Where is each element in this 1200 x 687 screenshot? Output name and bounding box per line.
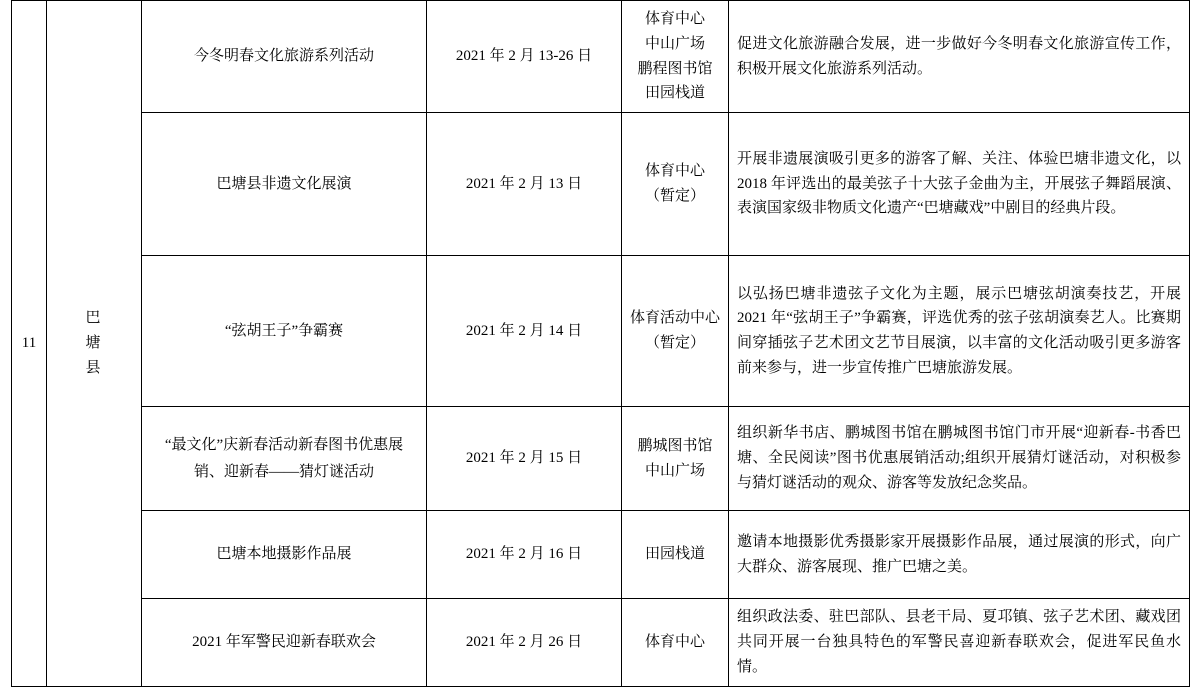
- table-row: [12, 256, 1190, 407]
- activity-name-line: “最文化”庆新春活动新春图书优惠展: [164, 437, 404, 454]
- activity-name-line: 巴塘县非遗文化展演: [216, 175, 352, 192]
- activity-place-cell: [622, 256, 729, 407]
- county-line: 巴: [85, 310, 103, 327]
- table-row: [12, 599, 1190, 687]
- county-name-cell: [47, 1, 142, 687]
- activity-schedule-table: [11, 0, 1190, 687]
- place-line: 中山广场: [644, 462, 705, 479]
- table-row: [12, 113, 1190, 256]
- activity-date-cell: 2021 年 2 月 13 日: [427, 113, 622, 256]
- activity-name-cell: [142, 256, 427, 407]
- place-line: 田园栈道: [644, 85, 705, 102]
- county-line: 塘: [85, 335, 103, 352]
- place-line: 田园栈道: [644, 546, 705, 563]
- table-row: [12, 407, 1190, 511]
- activity-name-line: 今冬明春文化旅游系列活动: [193, 48, 374, 65]
- place-line: 鹏程图书馆: [637, 60, 713, 77]
- activity-place-cell: [622, 599, 729, 687]
- place-line: 体育中心: [644, 163, 705, 180]
- place-line: 体育活动中心: [630, 310, 721, 327]
- activity-description-cell: 邀请本地摄影优秀摄影家开展摄影作品展，通过展演的形式，向广大群众、游客展现、推广巴塘之美。: [729, 511, 1190, 599]
- activity-date-cell: 2021 年 2 月 26 日: [427, 599, 622, 687]
- table-row: [12, 1, 1190, 113]
- activity-name-line: 销、迎新春——猜灯谜活动: [193, 463, 374, 480]
- activity-name-cell: [142, 407, 427, 511]
- place-line: 体育中心: [644, 11, 705, 27]
- activity-date-cell: 2021 年 2 月 14 日: [427, 256, 622, 407]
- activity-description-cell: 以弘扬巴塘非遗弦子文化为主题，展示巴塘弦胡演奏技艺，开展 2021 年“弦胡王子”争霸赛，评选优秀的弦子弦胡演奏艺人。比赛期间穿插弦子艺术团文艺节目展演，以丰富的文化活动吸引更多游客前来参与，进一步宣传推广巴塘旅游发展。: [729, 256, 1190, 407]
- activity-description-cell: 组织政法委、驻巴部队、县老干局、夏邛镇、弦子艺术团、藏戏团共同开展一台独具特色的军警民喜迎新春联欢会，促进军民鱼水情。: [729, 599, 1190, 687]
- activity-place-cell: [622, 1, 729, 113]
- activity-description-cell: 开展非遗展演吸引更多的游客了解、关注、体验巴塘非遗文化，以 2018 年评选出的最美弦子十大弦子金曲为主，开展弦子舞蹈展演、表演国家级非物质文化遗产“巴塘藏戏”中剧目的经典片段。: [729, 113, 1190, 256]
- county-line: 县: [85, 359, 103, 376]
- activity-name-line: 巴塘本地摄影作品展: [216, 546, 352, 563]
- place-line: （暂定）: [644, 335, 705, 351]
- place-line: 体育中心: [644, 634, 705, 651]
- activity-description-cell: 促进文化旅游融合发展，进一步做好今冬明春文化旅游宣传工作，积极开展文化旅游系列活动。: [729, 1, 1190, 113]
- activity-name-line: “弦胡王子”争霸赛: [224, 322, 344, 339]
- place-line: 中山广场: [644, 35, 705, 52]
- activity-place-cell: [622, 511, 729, 599]
- activity-date-cell: 2021 年 2 月 13-26 日: [427, 1, 622, 113]
- place-line: 鹏城图书馆: [637, 437, 713, 454]
- activity-place-cell: [622, 113, 729, 256]
- row-index-cell: 11: [12, 1, 47, 687]
- activity-date-cell: 2021 年 2 月 16 日: [427, 511, 622, 599]
- activity-name-cell: [142, 113, 427, 256]
- activity-place-cell: [622, 407, 729, 511]
- activity-name-line: 2021 年军警民迎新春联欢会: [192, 634, 376, 651]
- place-line: （暂定）: [644, 188, 705, 204]
- table-row: [12, 511, 1190, 599]
- activity-name-cell: [142, 511, 427, 599]
- activity-date-cell: 2021 年 2 月 15 日: [427, 407, 622, 511]
- activity-name-cell: [142, 1, 427, 113]
- activity-name-cell: [142, 599, 427, 687]
- activity-description-cell: 组织新华书店、鹏城图书馆在鹏城图书馆门市开展“迎新春-书香巴塘、全民阅读”图书优惠展销活动;组织开展猜灯谜活动，对积极参与猜灯谜活动的观众、游客等发放纪念奖品。: [729, 407, 1190, 511]
